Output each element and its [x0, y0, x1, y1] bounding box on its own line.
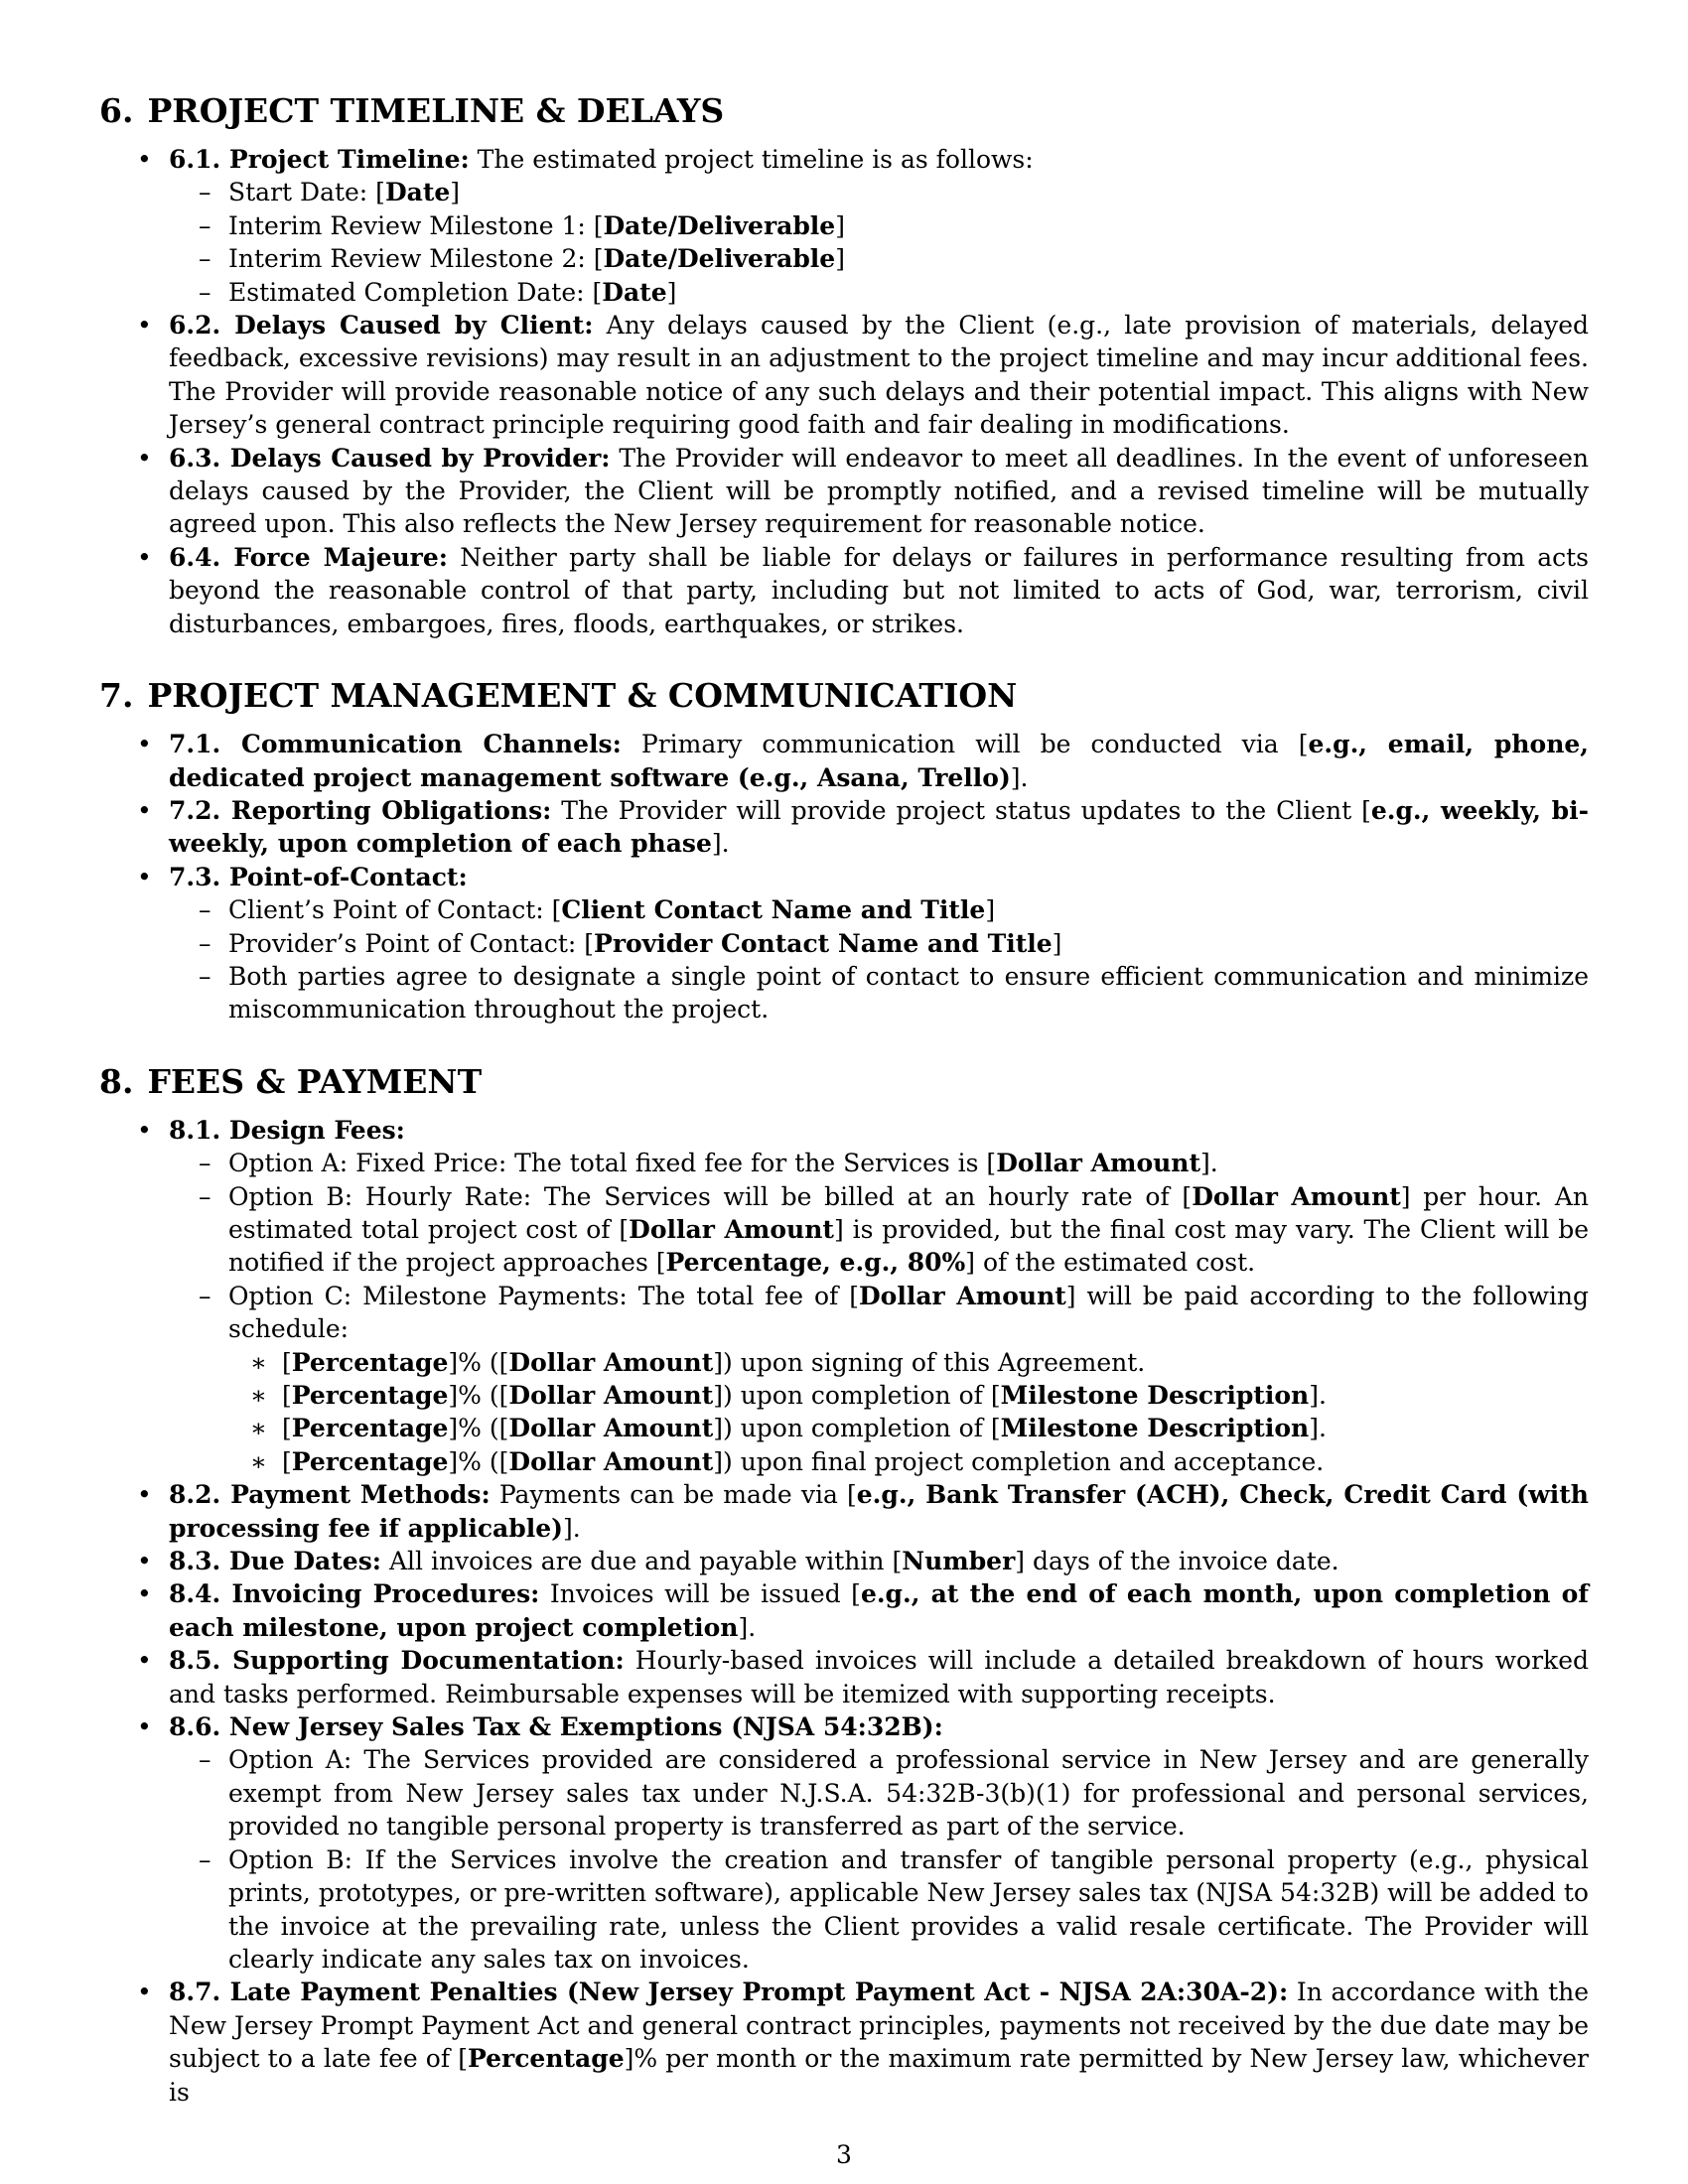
section-8: [99, 1062, 1589, 2109]
section-6: [99, 91, 1589, 640]
clause-7-3: • 7.3. Point-of-Contact: – Client’s Point of Contact: [Client Contact Name and Title] – Provider’s Point of Contact: [Provider Contact Name and Title] – Both parties agree to designate a single point of contact to ensure efficient communication and minimize miscommunication throughout the project.: [99, 861, 1589, 1026]
fee-option-a: – Option A: Fixed Price: The total fixed fee for the Services is [Dollar Amount].: [169, 1147, 1589, 1179]
schedule-item: ∗ [Percentage]% ([Dollar Amount]) upon signing of this Agreement.: [228, 1346, 1589, 1379]
timeline-item: – Estimated Completion Date: [Date]: [169, 276, 1589, 309]
clause-7-2: • 7.2. Reporting Obligations: The Provider will provide project status updates to the Client [e.g., weekly, bi-weekly, upon completion of each phase].: [99, 794, 1589, 861]
clause-8-1: • 8.1. Design Fees: – Option A: Fixed Price: The total fixed fee for the Services is [Dollar Amount]. – Option B: Hourly Rate: The Services will be billed at an hourly rate of [Dollar Amount] per hour. An estimated total project cost of [Dollar Amount] is provided, but the final cost may vary. The Client will be notified if the project approaches [Percentage, e.g., 80%] of the estimated cost. – Option C: Milestone Payments: The total fee of [Dollar Amount] will be paid according to the following schedule: ∗ [Percentage]% ([Dollar Amount]) upon signing of this Agreement. ∗ [Percentage]% ([Dollar Amount]) upon completion of [Milestone Description]. ∗ [Percentage]% ([Dollar Amount]) upon completion of [Milestone Description]. ∗ [Percentage]% ([Dollar Amount]) upon final project completion and acceptance.: [99, 1114, 1589, 1478]
clause-7-1: • 7.1. Communication Channels: Primary communication will be conducted via [e.g., email, phone, dedicated project management software (e.g., Asana, Trello)].: [99, 728, 1589, 794]
fee-option-b: – Option B: Hourly Rate: The Services will be billed at an hourly rate of [Dollar Amount] per hour. An estimated total project cost of [Dollar Amount] is provided, but the final cost may vary. The Client will be notified if the project approaches [Percentage, e.g., 80%] of the estimated cost.: [169, 1180, 1589, 1280]
clause-6-1: • 6.1. Project Timeline: The estimated project timeline is as follows: – Start Date: [Date] – Interim Review Milestone 1: [Date/Deliverable] – Interim Review Milestone 2: [Date/Deliverable] – Estimated Completion Date: [Date]: [99, 143, 1589, 309]
fee-option-c: – Option C: Milestone Payments: The total fee of [Dollar Amount] will be paid according to the following schedule: ∗ [Percentage]% ([Dollar Amount]) upon signing of this Agreement. ∗ [Percentage]% ([Dollar Amount]) upon completion of [Milestone Description]. ∗ [Percentage]% ([Dollar Amount]) upon completion of [Milestone Description]. ∗ [Percentage]% ([Dollar Amount]) upon final project completion and acceptance.: [169, 1280, 1589, 1478]
section-heading: 8. FEES & PAYMENT: [99, 1061, 483, 1101]
section-heading: 7. PROJECT MANAGEMENT & COMMUNICATION: [99, 676, 1018, 716]
tax-option-a: – Option A: The Services provided are considered a professional service in New Jersey and are generally exempt from New Jersey sales tax under N.J.S.A. 54:32B-3(b)(1) for professional and personal services, provided no tangible personal property is transferred as part of the service.: [169, 1743, 1589, 1843]
clause-8-2: • 8.2. Payment Methods: Payments can be made via [e.g., Bank Transfer (ACH), Check, Credit Card (with processing fee if applicable)].: [99, 1478, 1589, 1545]
clause-6-4: • 6.4. Force Majeure: Neither party shall be liable for delays or failures in performance resulting from acts beyond the reasonable control of that party, including but not limited to acts of God, war, terrorism, civil disturbances, embargoes, fires, floods, earthquakes, or strikes.: [99, 541, 1589, 640]
clause-6-3: • 6.3. Delays Caused by Provider: The Provider will endeavor to meet all deadlines. In the event of unforeseen delays caused by the Provider, the Client will be promptly notified, and a revised timeline will be mutually agreed upon. This also reflects the New Jersey requirement for reasonable notice.: [99, 442, 1589, 541]
tax-option-b: – Option B: If the Services involve the creation and transfer of tangible personal property (e.g., physical prints, prototypes, or pre-written software), applicable New Jersey sales tax (NJSA 54:32B) will be added to the invoice at the prevailing rate, unless the Client provides a valid resale certificate. The Provider will clearly indicate any sales tax on invoices.: [169, 1843, 1589, 1977]
contact-item: – Provider’s Point of Contact: [Provider Contact Name and Title]: [169, 927, 1589, 960]
schedule-item: ∗ [Percentage]% ([Dollar Amount]) upon final project completion and acceptance.: [228, 1445, 1589, 1478]
section-7: [99, 676, 1589, 1026]
timeline-item: – Interim Review Milestone 2: [Date/Deliverable]: [169, 242, 1589, 275]
schedule-item: ∗ [Percentage]% ([Dollar Amount]) upon completion of [Milestone Description].: [228, 1412, 1589, 1444]
document-page: [99, 91, 1589, 2144]
timeline-item: – Interim Review Milestone 1: [Date/Deliverable]: [169, 209, 1589, 242]
contact-item: – Client’s Point of Contact: [Client Contact Name and Title]: [169, 893, 1589, 926]
clause-6-2: • 6.2. Delays Caused by Client: Any delays caused by the Client (e.g., late provision of materials, delayed feedback, excessive revisions) may result in an adjustment to the project timeline and may incur additional fees. The Provider will provide reasonable notice of any such delays and their potential impact. This aligns with New Jersey’s general contract principle requiring good faith and fair dealing in modifications.: [99, 309, 1589, 442]
clause-8-5: • 8.5. Supporting Documentation: Hourly-based invoices will include a detailed breakdown of hours worked and tasks performed. Reimbursable expenses will be itemized with supporting receipts.: [99, 1644, 1589, 1710]
timeline-item: – Start Date: [Date]: [169, 176, 1589, 208]
clause-8-6: • 8.6. New Jersey Sales Tax & Exemptions (NJSA 54:32B): – Option A: The Services provided are considered a professional service in New Jersey and are generally exempt from New Jersey sales tax under N.J.S.A. 54:32B-3(b)(1) for professional and personal services, provided no tangible personal property is transferred as part of the service. – Option B: If the Services involve the creation and transfer of tangible personal property (e.g., physical prints, prototypes, or pre-written software), applicable New Jersey sales tax (NJSA 54:32B) will be added to the invoice at the prevailing rate, unless the Client provides a valid resale certificate. The Provider will clearly indicate any sales tax on invoices.: [99, 1710, 1589, 1976]
clause-8-7: • 8.7. Late Payment Penalties (New Jersey Prompt Payment Act - NJSA 2A:30A-2): In accordance with the New Jersey Prompt Payment Act and general contract principles, payments not received by the due date may be subject to a late fee of [Percentage]% per month or the maximum rate permitted by New Jersey law, whichever is: [99, 1976, 1589, 2109]
section-heading: 6. PROJECT TIMELINE & DELAYS: [99, 91, 725, 130]
schedule-item: ∗ [Percentage]% ([Dollar Amount]) upon completion of [Milestone Description].: [228, 1379, 1589, 1412]
clause-8-3: • 8.3. Due Dates: All invoices are due and payable within [Number] days of the invoice date.: [99, 1545, 1589, 1577]
clause-8-4: • 8.4. Invoicing Procedures: Invoices will be issued [e.g., at the end of each month, upon completion of each milestone, upon project completion].: [99, 1577, 1589, 1644]
contact-item: – Both parties agree to designate a single point of contact to ensure efficient communication and minimize miscommunication throughout the project.: [169, 960, 1589, 1026]
page-number: 3: [836, 2140, 852, 2169]
